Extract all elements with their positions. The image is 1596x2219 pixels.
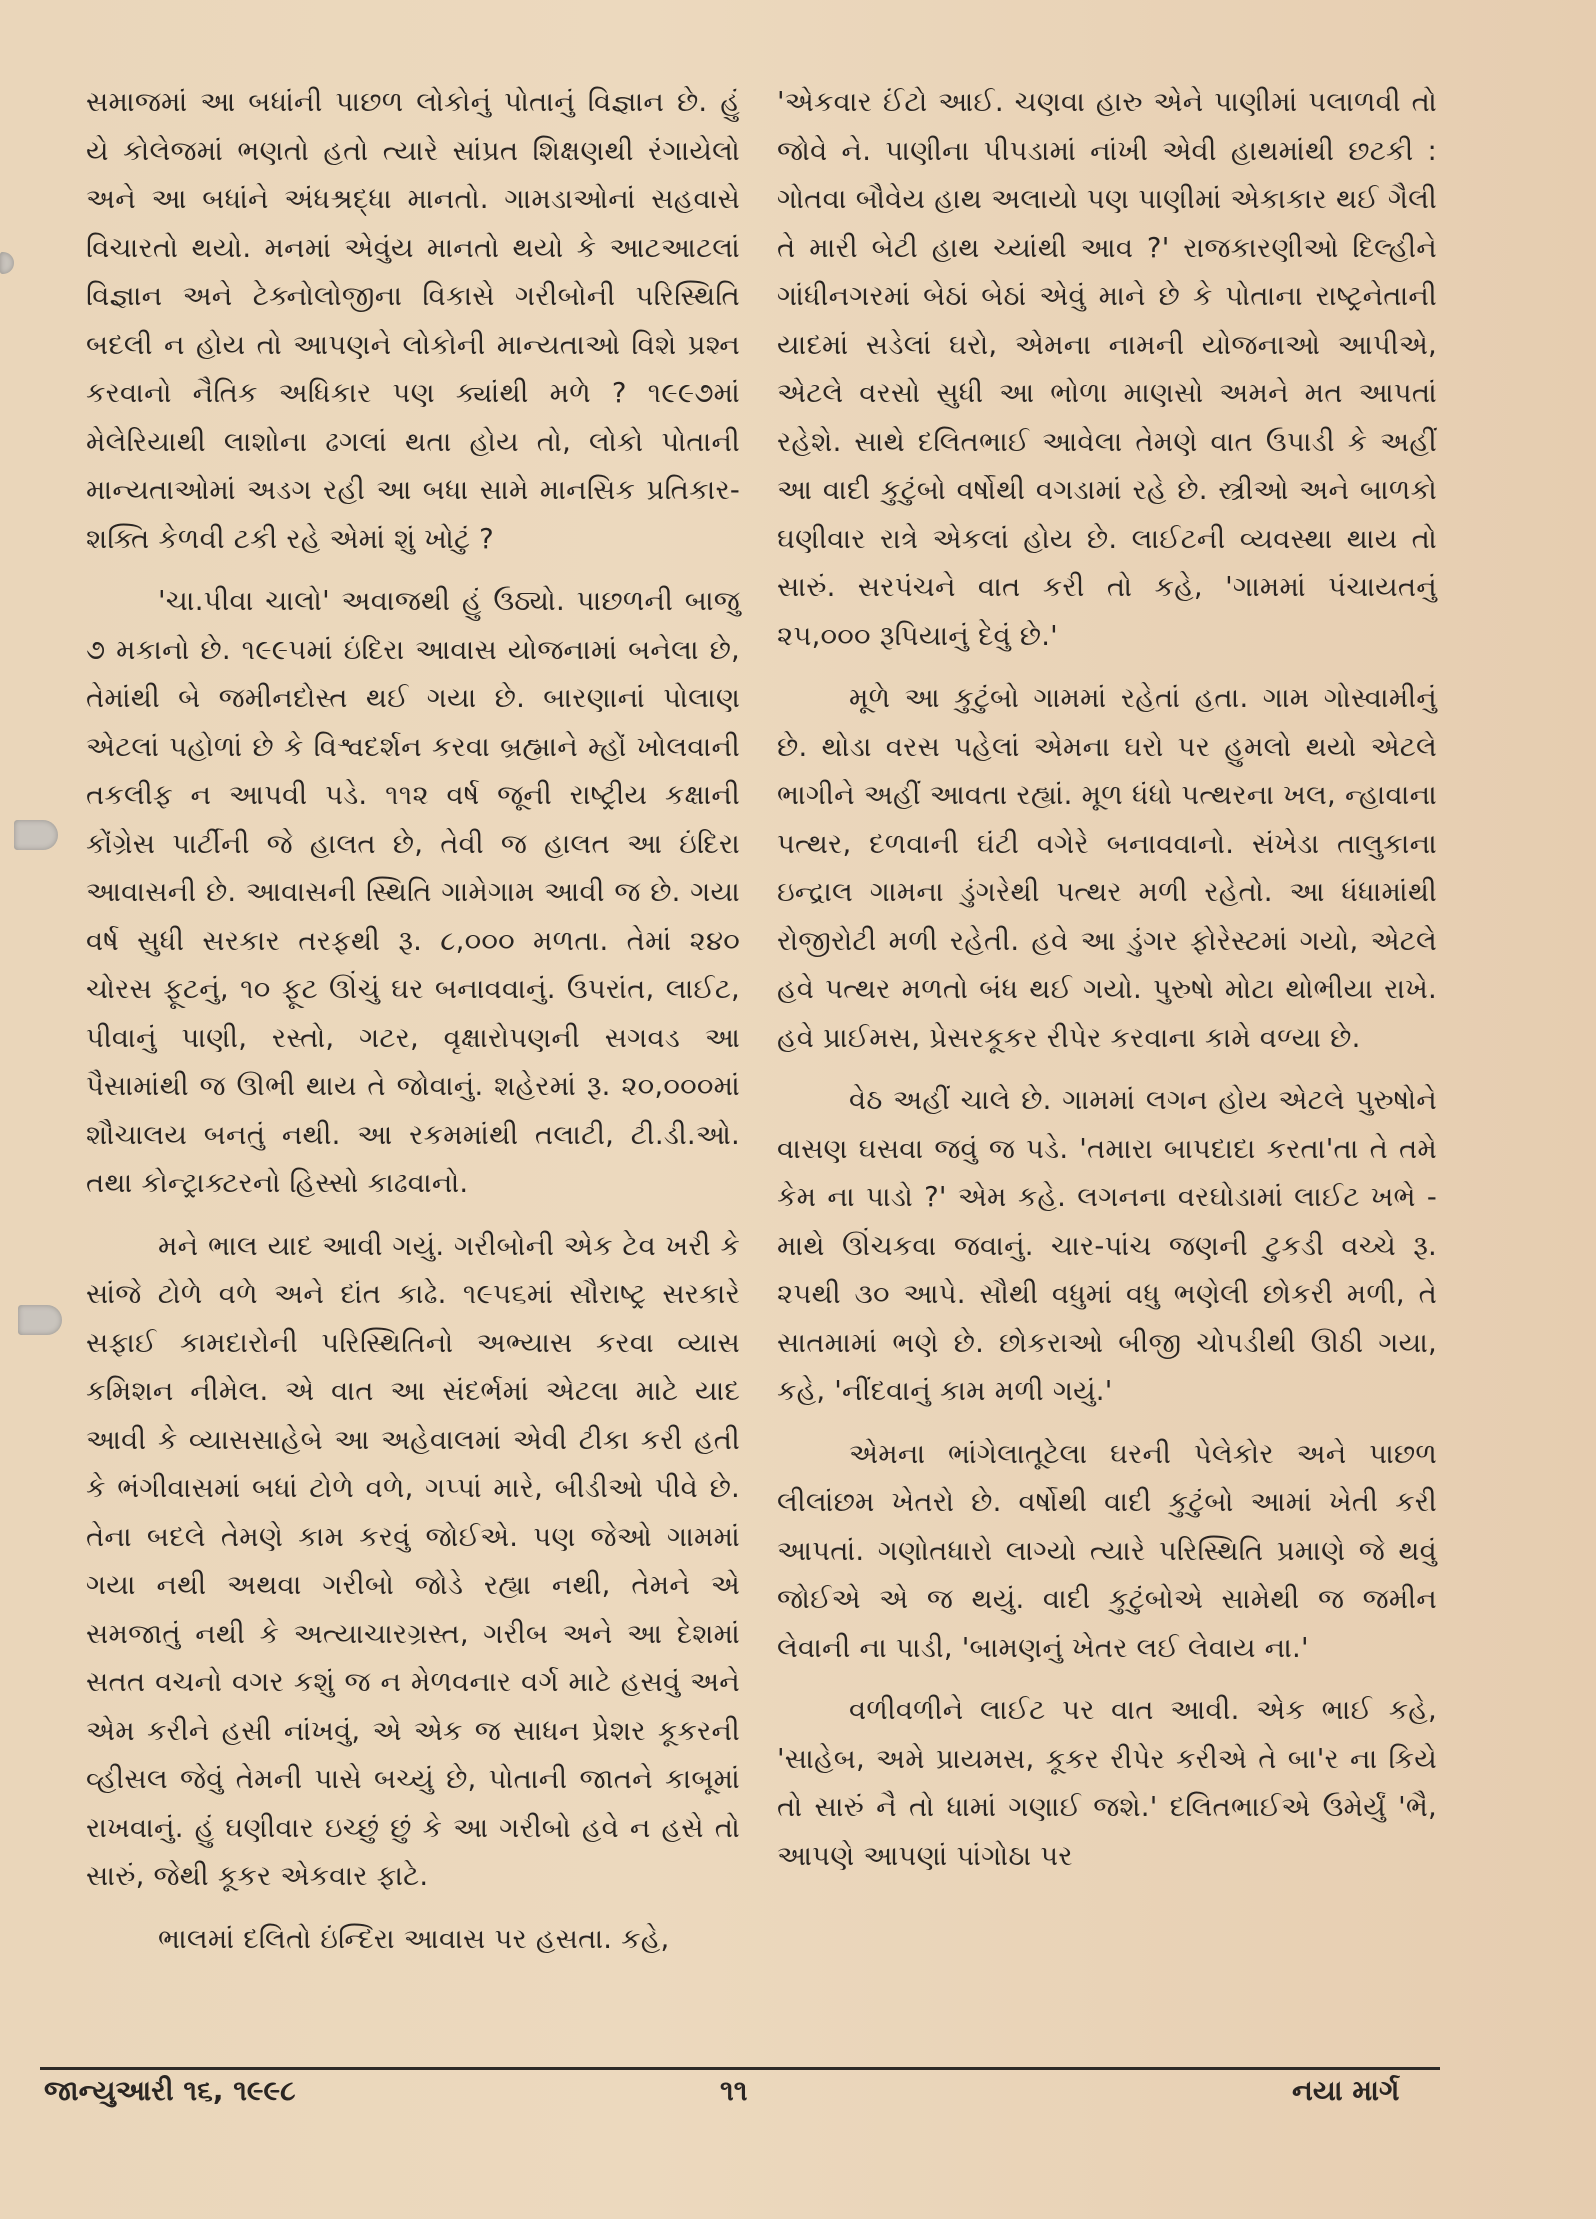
paragraph: 'ચા.પીવા ચાલો' અવાજથી હું ઉઠ્યો. પાછળની બાજુ ૭ મકાનો છે. ૧૯૯૫માં ઇંદિરા આવાસ યોજનામાં બનેલા છે, તેમાંથી બે જમીનદોસ્ત થઈ ગયા છે. બારણાનાં પોલાણ એટલાં પહોળાં છે કે વિશ્વદર્શન કરવા બ્રહ્માને મ્હોં ખોલવાની તકલીફ ન આપવી પડે. ૧૧૨ વર્ષ જૂની રાષ્ટ્રીય કક્ષાની કોંગ્રેસ પાર્ટીની જે હાલત છે, તેવી જ હાલત આ ઇંદિરા આવાસની છે. આવાસની સ્થિતિ ગામેગામ આવી જ છે. ગયા વર્ષ સુધી સરકાર તરફથી રૂ. ૮,૦૦૦ મળતા. તેમાં ૨૪૦ ચોરસ ફૂટનું, ૧૦ ફૂટ ઊંચું ઘર બનાવવાનું. ઉપરાંત, લાઈટ, પીવાનું પાણી, રસ્તો, ગટર, વૃક્ષારોપણની સગવડ આ પૈસામાંથી જ ઊભી થાય તે જોવાનું. શહેરમાં રૂ. ૨૦,૦૦૦માં શૌચાલય બનતું નથી. આ રકમમાંથી તલાટી, ટી.ડી.ઓ. તથા કોન્ટ્રાક્ટરનો હિસ્સો કાઢવાનો. — [86, 585, 740, 1199]
footer-divider — [40, 2067, 1440, 2070]
paragraph: વેઠ અહીં ચાલે છે. ગામમાં લગન હોય એટલે પુરુષોને વાસણ ઘસવા જવું જ પડે. 'તમારા બાપદાદા કરતા'તા તે તમે કેમ ના પાડો ?' એમ કહે. લગનના વરઘોડામાં લાઈટ ખભે - માથે ઊંચકવા જવાનું. ચાર-પાંચ જણની ટુકડી વચ્ચે રૂ. ૨૫થી ૩૦ આપે. સૌથી વધુમાં વધુ ભણેલી છોકરી મળી, તે સાતમામાં ભણે છે. છોકરાઓ બીજી ચોપડીથી ઊઠી ગયા, કહે, 'નીંદવાનું કામ મળી ગયું.' — [777, 1084, 1437, 1407]
publication-name: નયા માર્ગ — [1292, 2074, 1400, 2107]
paragraph: 'એકવાર ઈંટો આઈ. ચણવા હારુ એને પાણીમાં પલાળવી તો જોવે ને. પાણીના પીપડામાં નાંખી એવી હાથમાંથી છટકી : ગોતવા બૌવેય હાથ અલાયો પણ પાણીમાં એકાકાર થઈ ગૈલી તે મારી બેટી હાથ ચ્યાંથી આવ ?' રાજકારણીઓ દિલ્હીને ગાંધીનગરમાં બેઠાં બેઠાં એવું માને છે કે પોતાના રાષ્ટ્રનેતાની યાદમાં સડેલાં ઘરો, એમના નામની યોજનાઓ આપીએ, એટલે વરસો સુધી આ ભોળા માણસો અમને મત આપતાં રહેશે. સાથે દલિતભાઈ આવેલા તેમણે વાત ઉપાડી કે અહીં આ વાદી કુટુંબો વર્ષોથી વગડામાં રહે છે. સ્ત્રીઓ અને બાળકો ઘણીવાર રાત્રે એકલાં હોય છે. લાઈટની વ્યવસ્થા થાય તો સારું. સરપંચને વાત કરી તો કહે, 'ગામમાં પંચાયતનું ૨૫,૦૦૦ રૂપિયાનું દેવું છે.' — [777, 86, 1437, 652]
punch-hole — [18, 1305, 62, 1335]
paragraph: મૂળે આ કુટુંબો ગામમાં રહેતાં હતા. ગામ ગોસ્વામીનું છે. થોડા વરસ પહેલાં એમના ઘરો પર હુમલો થયો એટલે ભાગીને અહીં આવતા રહ્યાં. મૂળ ધંધો પત્થરના ખલ, ન્હાવાના પત્થર, દળવાની ઘંટી વગેરે બનાવવાનો. સંખેડા તાલુકાના ઇન્દ્રાલ ગામના ડુંગરેથી પત્થર મળી રહેતો. આ ધંધામાંથી રોજીરોટી મળી રહેતી. હવે આ ડુંગર ફોરેસ્ટમાં ગયો, એટલે હવે પત્થર મળતો બંધ થઈ ગયો. પુરુષો મોટા થોભીયા રાખે. હવે પ્રાઈમસ, પ્રેસરકૂકર રીપેર કરવાના કામે વળ્યા છે. — [777, 682, 1437, 1054]
paper-damage-mark — [0, 252, 14, 274]
paragraph: એમના ભાંગેલાતૂટેલા ઘરની પેલેકોર અને પાછળ લીલાંછમ ખેતરો છે. વર્ષોથી વાદી કુટુંબો આમાં ખેતી કરી આપતાં. ગણોતધારો લાગ્યો ત્યારે પરિસ્થિતિ પ્રમાણે જે થવું જોઈએ એ જ થયું. વાદી કુટુંબોએ સામેથી જ જમીન લેવાની ના પાડી, 'બામણનું ખેતર લઈ લેવાય ના.' — [777, 1437, 1437, 1664]
paragraph: મને ભાલ યાદ આવી ગયું. ગરીબોની એક ટેવ ખરી કે સાંજે ટોળે વળે અને દાંત કાઢે. ૧૯૫૬માં સૌરાષ્ટ્ર સરકારે સફાઈ કામદારોની પરિસ્થિતિનો અભ્યાસ કરવા વ્યાસ કમિશન નીમેલ. એ વાત આ સંદર્ભમાં એટલા માટે યાદ આવી કે વ્યાસસાહેબે આ અહેવાલમાં એવી ટીકા કરી હતી કે ભંગીવાસમાં બધાં ટોળે વળે, ગપ્પાં મારે, બીડીઓ પીવે છે. તેના બદલે તેમણે કામ કરવું જોઈએ. પણ જેઓ ગામમાં ગયા નથી અથવા ગરીબો જોડે રહ્યા નથી, તેમને એ સમજાતું નથી કે અત્યાચારગ્રસ્ત, ગરીબ અને આ દેશમાં સતત વચનો વગર કશું જ ન મેળવનાર વર્ગ માટે હસવું અને એમ કરીને હસી નાંખવું, એ એક જ સાધન પ્રેશર કૂકરની વ્હીસલ જેવું તેમની પાસે બચ્યું છે, પોતાની જાતને કાબૂમાં રાખવાનું. હું ઘણીવાર ઇચ્છું છું કે આ ગરીબો હવે ન હસે તો સારું, જેથી કૂકર એકવાર ફાટે. — [86, 1229, 740, 1892]
footer-date: જાન્યુઆરી ૧૬, ૧૯૯૮ — [44, 2074, 296, 2107]
paragraph: ભાલમાં દલિતો ઇંન્દિરા આવાસ પર હસતા. કહે, — [158, 1922, 670, 1955]
paragraph: સમાજમાં આ બધાંની પાછળ લોકોનું પોતાનું વિજ્ઞાન છે. હું યે કોલેજમાં ભણતો હતો ત્યારે સાંપ્રત શિક્ષણથી રંગાયેલો અને આ બધાંને અંધશ્રદ્ધા માનતો. ગામડાઓનાં સહવાસે વિચારતો થયો. મનમાં એવુંય માનતો થયો કે આટઆટલાં વિજ્ઞાન અને ટેક્નોલોજીના વિકાસે ગરીબોની પરિસ્થિતિ બદલી ન હોય તો આપણને લોકોની માન્યતાઓ વિશે પ્રશ્ન કરવાનો નૈતિક અધિકાર પણ ક્યાંથી મળે ? ૧૯૯૭માં મેલેરિયાથી લાશોના ઢગલાં થતા હોય તો, લોકો પોતાની માન્યતાઓમાં અડગ રહી આ બધા સામે માનસિક પ્રતિકાર-શક્તિ કેળવી ટકી રહે એમાં શું ખોટું ? — [86, 86, 740, 555]
punch-hole — [14, 820, 58, 850]
paragraph: વળીવળીને લાઈટ પર વાત આવી. એક ભાઈ કહે, 'સાહેબ, અમે પ્રાયમસ, કૂકર રીપેર કરીએ તે બા'ર ના કિયે તો સારું નૈ તો ધામાં ગણાઈ જશે.' દલિતભાઈએ ઉમેર્યું 'ભૈ, આપણે આપણાં પાંગોઠા પર — [777, 1694, 1437, 1872]
left-column — [86, 78, 740, 1977]
page-number: ૧૧ — [720, 2074, 748, 2107]
right-column — [777, 78, 1437, 1894]
